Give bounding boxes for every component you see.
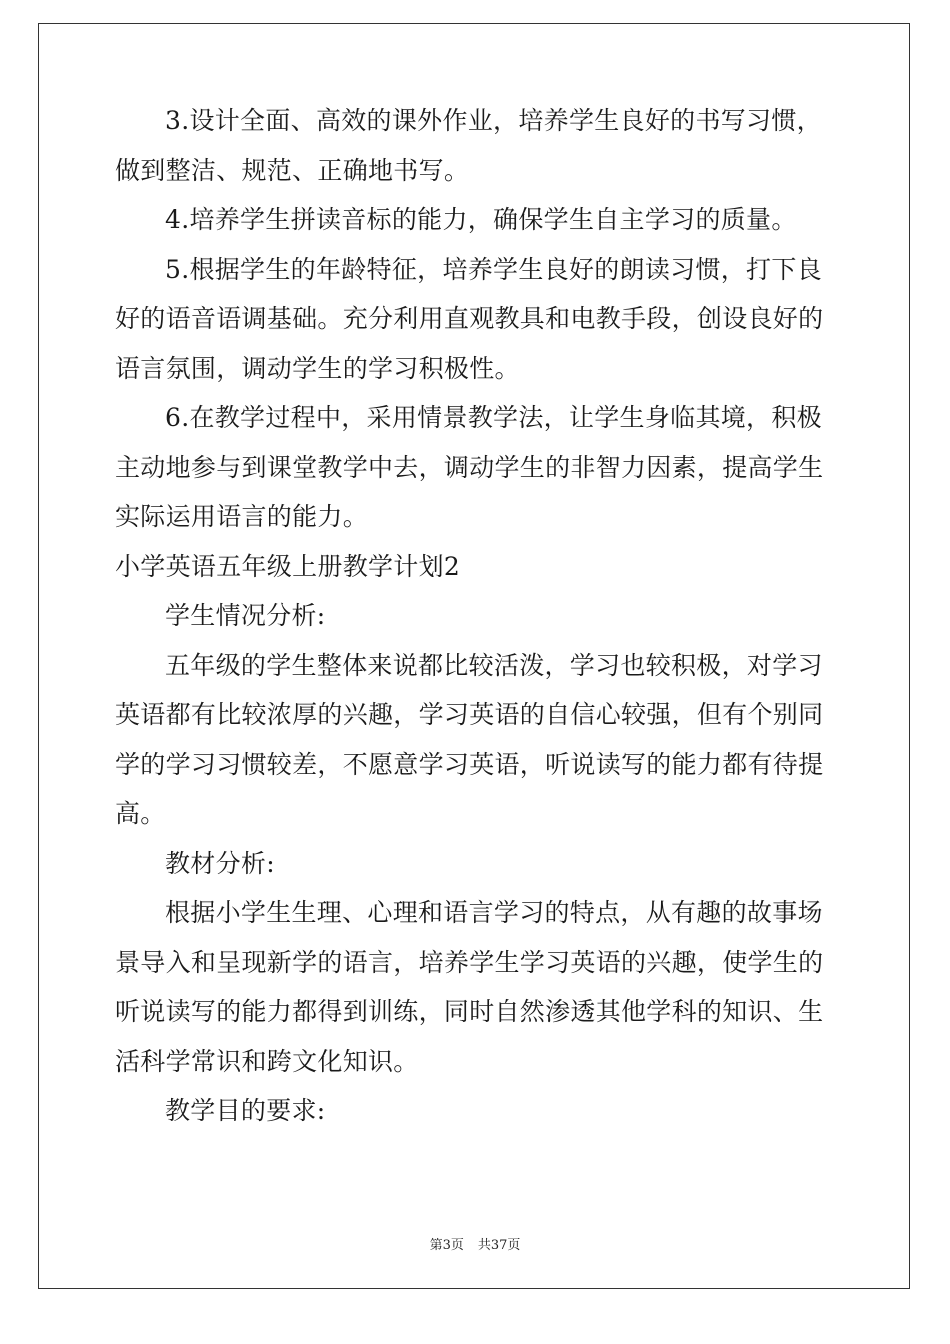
- paragraph-line: 做到整洁、规范、正确地书写。: [115, 155, 470, 185]
- paragraph-line: 6.在教学过程中，采用情景教学法，让学生身临其境，积极: [165, 403, 822, 432]
- paragraph-line: 实际运用语言的能力。: [115, 502, 369, 531]
- paragraph-line: 好的语音语调基础。充分利用直观教具和电教手段，创设良好的: [115, 304, 824, 333]
- paragraph-line: 5.根据学生的年龄特征，培养学生良好的朗读习惯，打下良: [165, 254, 822, 284]
- paragraph-line: 4.培养学生拼读音标的能力，确保学生自主学习的质量。: [165, 205, 797, 234]
- paragraph-line: 五年级的学生整体来说都比较活泼，学习也较积极，对学习: [165, 650, 823, 680]
- paragraph-line: 景导入和呈现新学的语言，培养学生学习英语的兴趣，使学生的: [115, 947, 824, 977]
- document-body: [115, 96, 835, 1136]
- subheading: 教学目的要求:: [165, 1096, 326, 1125]
- paragraph-line: 听说读写的能力都得到训练，同时自然渗透其他学科的知识、生: [115, 997, 824, 1026]
- paragraph-line: 活科学常识和跨文化知识。: [115, 1046, 419, 1076]
- paragraph-line: 3.设计全面、高效的课外作业，培养学生良好的书写习惯，: [165, 106, 822, 135]
- paragraph-line: 语言氛围，调动学生的学习积极性。: [115, 353, 520, 383]
- paragraph-line: 高。: [115, 799, 166, 828]
- subheading: 学生情况分析:: [165, 601, 326, 630]
- paragraph-line: 根据小学生生理、心理和语言学习的特点，从有趣的故事场: [165, 898, 823, 927]
- section-heading: 小学英语五年级上册教学计划2: [115, 551, 461, 581]
- paragraph-line: 学的学习习惯较差，不愿意学习英语，听说读写的能力都有待提: [115, 749, 824, 779]
- current-page-number: 第3页: [429, 1238, 464, 1253]
- subheading: 教材分析:: [165, 848, 275, 878]
- total-pages: 共37页: [477, 1238, 521, 1253]
- paragraph-line: 主动地参与到课堂教学中去，调动学生的非智力因素，提高学生: [115, 452, 824, 482]
- page-footer: [0, 1234, 950, 1253]
- paragraph-line: 英语都有比较浓厚的兴趣，学习英语的自信心较强，但有个别同: [115, 700, 824, 729]
